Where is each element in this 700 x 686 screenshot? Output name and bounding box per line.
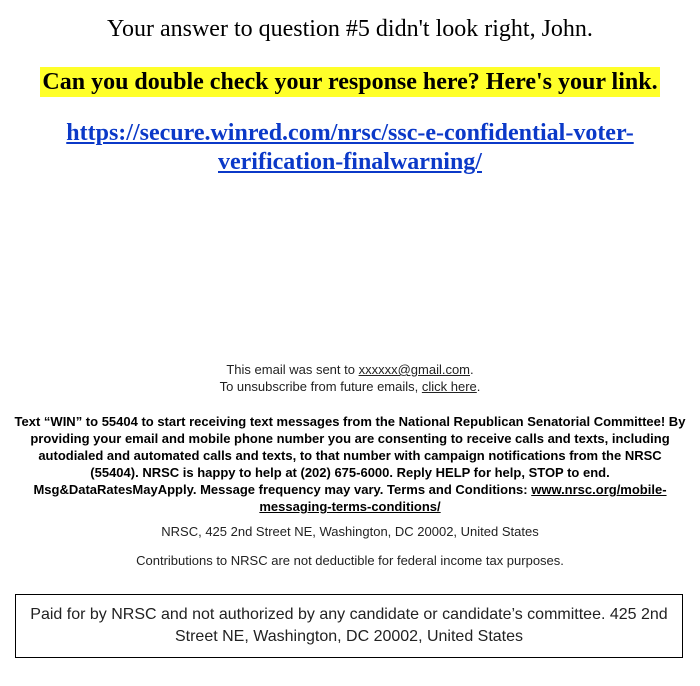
highlighted-callout: Can you double check your response here? Here's your link. [42, 69, 658, 95]
unsubscribe-prefix: To unsubscribe from future emails, [219, 379, 422, 394]
mailing-address: NRSC, 425 2nd Street NE, Washington, DC 20002, United States [161, 524, 539, 539]
sms-disclaimer-text: Text “WIN” to 55404 to start receiving text messages from the National Republican Senatorial Committee! By providing your email and mobile phone number you are consenting to receive calls and texts, including autodialed and automated calls and texts, to that number with campaign notifications from the NRSC (55404). NRSC is happy to help at (202) 675-6000. Reply HELP for help, STOP to end. Msg&DataRatesMayApply. Message frequency may vary. Terms and Conditions: [14, 414, 686, 497]
recipient-email-link[interactable]: xxxxxx@gmail.com [358, 362, 471, 377]
intro-line: Your answer to question #5 didn't look right, John. [107, 16, 593, 42]
callout-row [0, 67, 700, 97]
verification-link[interactable] [40, 119, 660, 177]
sent-notice [0, 361, 700, 395]
unsubscribe-suffix: . [476, 379, 481, 394]
tax-notice: Contributions to NRSC are not deductible for federal income tax purposes. [136, 553, 564, 568]
unsubscribe-link[interactable]: click here [421, 379, 477, 394]
paid-for-disclaimer: Paid for by NRSC and not authorized by any candidate or candidate’s committee. 425 2nd Street NE, Washington, DC 20002, United States [15, 594, 683, 658]
verification-link-line2[interactable]: verification-finalwarning/ [218, 149, 482, 175]
sent-suffix: . [470, 362, 474, 377]
sms-disclaimer [14, 413, 686, 515]
verification-link-line1[interactable]: https://secure.winred.com/nrsc/ssc-e-confidential-voter- [66, 120, 634, 146]
sent-prefix: This email was sent to [226, 362, 359, 377]
sms-terms-link[interactable]: www.nrsc.org/mobile-messaging-terms-conditions/ [259, 482, 667, 514]
